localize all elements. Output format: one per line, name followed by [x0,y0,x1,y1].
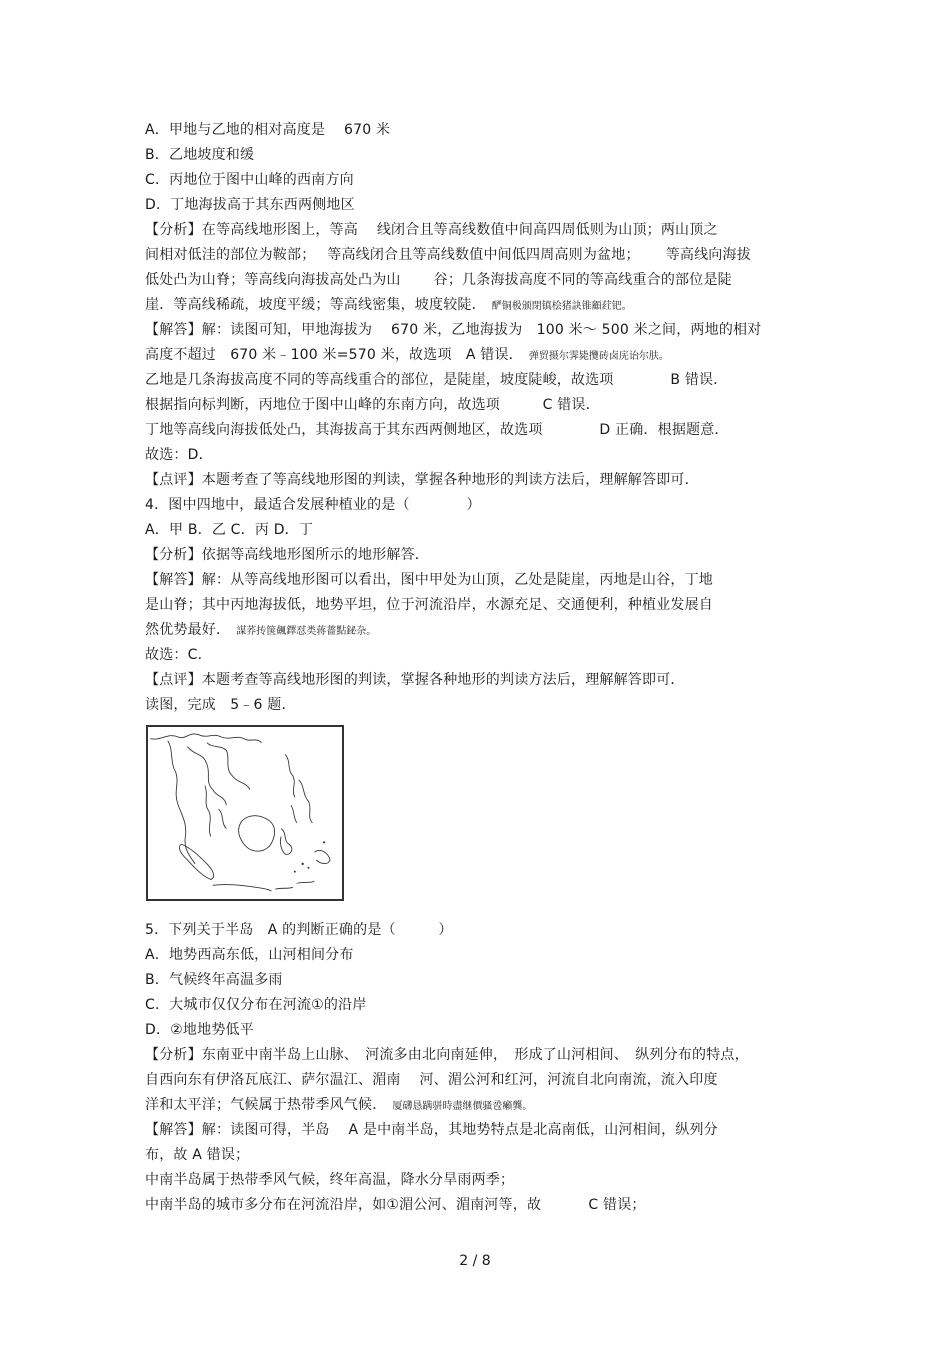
line-text: 中南半岛属于热带季风气候，终年高温，降水分旱雨两季； [145,1172,515,1188]
garbled-watermark-text: 厦礴恳蹒骈時盡继價骚卺癩龔。 [392,1101,533,1112]
page-number: 2 / 8 [459,1253,491,1269]
line-text: 乙地是几条海拔高度不同的等高线重合的部位，是陡崖，坡度陡峻，故选项 B 错误． [145,372,728,388]
text-line [145,221,718,239]
text-line [145,1121,718,1139]
line-text: C．大城市仅仅分布在河流①的沿岸 [145,997,367,1013]
text-line [145,1171,514,1189]
line-text: 【分析】东南亚中南半岛上山脉、 河流多由北向南延伸， 形成了山河相间、 纵列分布的特点， [145,1047,749,1063]
text-line [145,321,761,339]
line-text: 是山脊；其中丙地海拔低，地势平坦，位于河流沿岸，水源充足、交通便利，种植业发展自 [145,597,713,613]
text-line [145,996,367,1014]
text-line [145,496,481,514]
line-text: 自西向东有伊洛瓦底江、萨尔温江、湄南 河、湄公河和红河，河流自北向南流，流入印度 [145,1072,718,1088]
line-text: C．丙地位于图中山峰的西南方向 [145,172,354,188]
line-text: 故选：C． [145,647,212,663]
line-text: B．乙地坡度和缓 [145,147,255,163]
line-text: 【点评】本题考查等高线地形图的判读，掌握各种地形的判读方法后，理解解答即可． [145,672,685,688]
line-text: 5．下列关于半岛 A 的判断正确的是（ ） [145,922,453,938]
text-line [145,246,751,264]
text-line [145,371,727,389]
text-line [145,446,213,464]
line-text: 低处凸为山脊；等高线向海拔高处凸为山 谷；几条海拔高度不同的等高线重合的部位是陡 [145,272,732,288]
text-line [145,596,713,614]
text-line [145,421,729,439]
text-line [145,171,354,189]
text-line [145,1146,249,1164]
map-outline-drawing [148,727,342,899]
line-text: 【分析】依据等高线地形图所示的地形解答． [145,547,429,563]
text-line [145,546,429,564]
line-text: 故选：D． [145,447,213,463]
southeast-asia-map [146,725,344,901]
line-text: 洋和太平洋；气候属于热带季风气候． [145,1097,387,1113]
line-text: 【点评】本题考查了等高线地形图的判读，掌握各种地形的判读方法后，理解解答即可． [145,472,699,488]
line-text: 【解答】解：读图可知，甲地海拔为 670 米，乙地海拔为 100 米～ 500 米之间，两地的相对 [145,322,762,338]
line-text: 中南半岛的城市多分布在河流沿岸，如①湄公河、湄南河等，故 C 错误； [145,1197,646,1213]
text-line [145,1071,718,1089]
line-text: A．甲地与乙地的相对高度是 670 米 [145,122,391,138]
text-line [145,671,685,689]
line-text: A．地势西高东低，山河相间分布 [145,947,354,963]
line-text: 【解答】解：读图可得，半岛 A 是中南半岛，其地势特点是北高南低，山河相间，纵列分 [145,1122,718,1138]
text-line [145,946,354,964]
line-text: 丁地等高线向海拔低处凸，其海拔高于其东西两侧地区，故选项 D 正确．根据题意． [145,422,729,438]
text-line [145,971,283,989]
text-line [145,521,313,539]
line-text: 【解答】解：从等高线地形图可以看出，图中甲处为山顶，乙处是陡崖，丙地是山谷，丁地 [145,572,713,588]
garbled-watermark-text: 謀荞抟箧飆鐸怼类蒋薔點鉍杂。 [236,626,377,637]
line-text: A．甲 B．乙 C．丙 D．丁 [145,522,314,538]
line-text: 4．图中四地中，最适合发展种植业的是（ ） [145,497,481,513]
text-line [145,471,699,489]
text-line [145,1021,254,1039]
text-line [145,696,296,714]
garbled-watermark-text: 酽铜极颁閉镇桧猪訣锥顧荭钯。 [491,301,632,312]
text-line [145,396,600,414]
line-text: 【分析】在等高线地形图上，等高 线闭合且等高线数值中间高四周低则为山顶；两山顶之 [145,222,718,238]
line-text: D．丁地海拔高于其东西两侧地区 [145,197,355,213]
text-line [145,1196,646,1214]
line-text: 高度不超过 670 米﹣100 米=570 米，故选项 A 错误． [145,347,523,363]
line-text: 读图，完成 5﹣6 题． [145,697,296,713]
text-line [145,1046,749,1064]
text-line [145,196,355,214]
line-text: 然优势最好． [145,622,231,638]
text-line [145,621,376,641]
line-text: D．②地地势低平 [145,1022,254,1038]
text-line [145,921,453,939]
line-text: 间相对低洼的部位为鞍部； 等高线闭合且等高线数值中间低四周高则为盆地； 等高线向海拔 [145,247,751,263]
text-line [145,121,390,139]
text-line [145,271,732,289]
text-line [145,571,713,589]
text-line [145,346,669,366]
line-text: 崖．等高线稀疏，坡度平缓；等高线密集，坡度较陡． [145,297,486,313]
line-text: 根据指向标判断，丙地位于图中山峰的东南方向，故选项 C 错误． [145,397,600,413]
text-line [145,146,254,164]
garbled-watermark-text: 弹贸摄尔霁毙攬砖卤庑诒尔肤。 [528,351,669,362]
text-line [145,646,212,664]
text-line [145,296,632,316]
text-line [145,1096,532,1116]
line-text: 布，故 A 错误； [145,1147,250,1163]
line-text: B．气候终年高温多雨 [145,972,283,988]
